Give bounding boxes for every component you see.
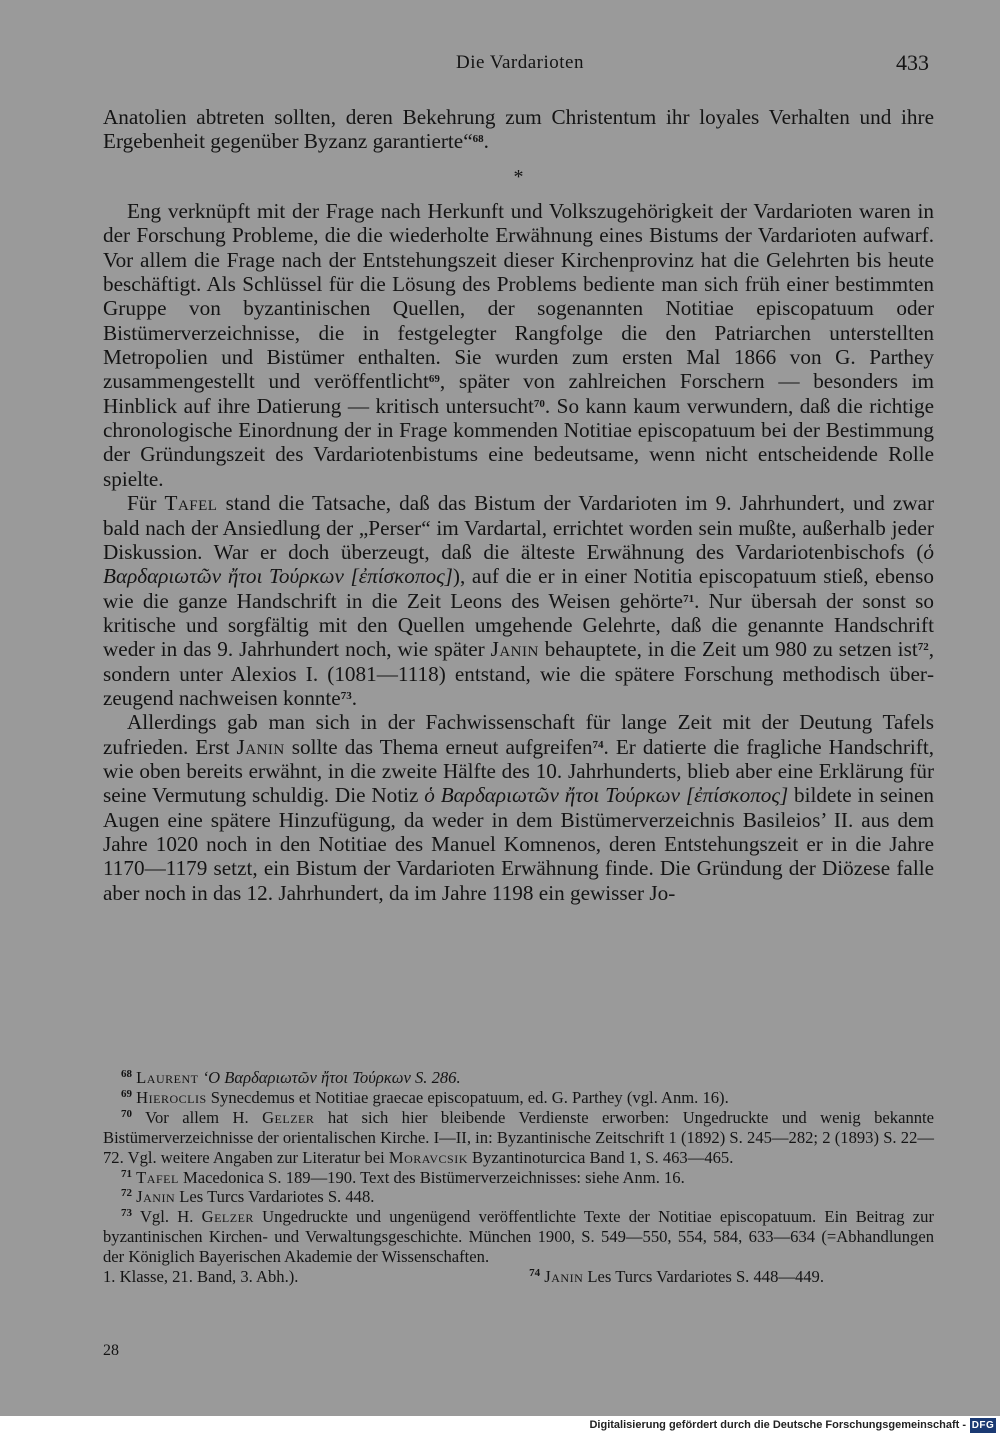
footnote-71: $^{71}$ Tafel Macedonica S. 189—190. Text des Bistümerverzeichnisses: siehe Anm. 16. <box>121 1167 685 1187</box>
footnote-ref-73: 73 <box>340 689 352 702</box>
author-name: Tafel <box>164 491 218 516</box>
digitization-footer <box>0 1416 1000 1436</box>
footnote-69: $^{69}$ Hieroclıs Synecdemus et Notitiae graecae episcopatuum, ed. G. Parthey (vgl. Anm. 16). <box>121 1087 729 1107</box>
author-name: Janin <box>490 637 539 662</box>
footnote-ref-72: 72 <box>917 641 929 654</box>
footnote-73-74-line <box>103 1267 934 1287</box>
greek-quote: ὁ Βαρδαριωτῶν ἤτοι Τούρκων [ἐπίσκοπος] <box>424 783 789 808</box>
paragraph-2: Eng verknüpft mit der Frage nach Herkunft und Volkszugehörigkeit der Vardarioten waren in der Forschung Probleme, die die wiederholte Erwähnung eines Bistums der Vardarioten aufwarf. Vor allem die Frage nach der Entstehungszeit dieser Kirchenprovinz hat die Gelehrten bis heute beschäftigt. Als Schlüssel für die Lösung des Problems bediente man sich früh einer bestimmten Gruppe von byzantinischen Quellen, der sogenannten Notitiae episcopatuum oder Bistümerverzeichnisse, die in festgelegter Rangfolge die den Patriarchen unterstellten Metropolien und Bistümer enthalten. Sie wurden zum ersten Mal 1866 von G. Parthey zusammengestellt und veröffentlicht$^{69}$, später von zahlreichen Forschern — besonders im Hinblick auf ihre Datierung — kritisch untersucht$^{70}$. So kann kaum verwundern, daß die richtige chronologische Einordnung der in Frage kommenden Notitiae episcopatuum bei der Bestimmung der Gründungszeit des Vardariotenbistums eine bedeutsame, wenn nicht entscheidende Rolle spielte. <box>103 199 934 491</box>
footnote-73-end: 1. Klasse, 21. Band, 3. Abh.). <box>103 1267 299 1287</box>
footnotes <box>103 1068 934 1287</box>
footnote-73: $^{73}$ Vgl. H. Gelzer Ungedruckte und ungenügend veröffentlichte Texte der Notitiae episcopatuum. Ein Beitrag zur byzantinischen Kirchen- und Verwaltungsgeschichte. München 1900, S. 549—550, 554, 584, 633—634 (=Abhandlungen der Königlich Bayerischen Akademie der Wissenschaften. <box>103 1207 934 1267</box>
footnote-ref-71: 71 <box>683 592 695 605</box>
footnote-ref-74: 74 <box>592 738 604 751</box>
dfg-logo-icon: DFG <box>971 1420 995 1431</box>
greek-quote: ὁ Βαρδαριωτῶν ἤτοι Τούρκων [ἐπίσκοπος] <box>103 539 934 589</box>
footnote-74: $^{74}$ Janin Les Turcs Vardariotes S. 448—449. <box>529 1267 824 1287</box>
footnote-68: $^{68}$ Laurent ‘Ο Βαρδαριωτῶν ἤτοι Τούρκων S. 286. <box>121 1068 461 1087</box>
main-text <box>103 105 934 905</box>
paragraph-1: Anatolien abtreten sollten, deren Bekehrung zum Christentum ihr loyales Verhalten und ihre Ergebenheit gegenüber Byzanz garantierte“$^{68}$. <box>103 105 934 154</box>
paragraph-3: Für Tafel stand die Tatsache, daß das Bistum der Vardarioten im 9. Jahrhundert, und zwar bald nach der Ansiedlung der „Perser“ im Vardartal, errichtet worden sein mußte, außerhalb jeder Diskussion. War er doch überzeugt, daß die älteste Erwähnung des Vardariotenbischofs (ὁ Βαρδαριωτῶν ἤτοι Τούρκων [ἐπίσκοπος]), auf die er in einer Notitia episcopatuum stieß, ebenso wie die ganze Handschrift in die Zeit Leons des Weisen gehörte$^{71}$. Nur übersah der sonst so kritische und sorgfältig mit den Quellen umgehende Gelehrte, daß die genannte Handschrift weder in das 9. Jahrhundert noch, wie später Janin behauptete, in die Zeit um 980 zu setzen ist$^{72}$, sondern unter Alexios I. (1081—1118) entstand, wie die spätere Forschung methodisch überzeugend nachweisen konnte$^{73}$. <box>103 491 935 710</box>
section-divider-asterisk: * <box>513 165 524 188</box>
funding-credit: Digitalisierung gefördert durch die Deutsche Forschungsgemeinschaft - <box>589 1419 966 1431</box>
running-title: Die Vardarioten <box>456 52 584 73</box>
footnote-70: $^{70}$ Vor allem H. Gelzer hat sich hier bleibende Verdienste erworben: Ungedruckte und wenig bekannte Bistümerverzeichnisse der orientalischen Kirche. I—II, in: Byzantinische Zeitschrift 1 (1892) S. 245—282; 2 (1893) S. 22—72. Vgl. weitere Angaben zur Literatur bei Moravcsik Byzantinoturcica Band 1, S. 463—465. <box>103 1107 935 1167</box>
footnote-ref-70: 70 <box>533 397 545 410</box>
paragraph-4: Allerdings gab man sich in der Fachwissenschaft für lange Zeit mit der Deutung Tafels zufrieden. Erst Janin sollte das Thema erneut aufgreifen$^{74}$. Er datierte die fragliche Handschrift, wie oben bereits erwähnt, in die zweite Hälfte des 10. Jahrhunderts, blieb aber eine Erklärung für seine Vermutung schuldig. Die Notiz ὁ Βαρδαριωτῶν ἤτοι Τούρκων [ἐπίσκοπος] bildete in seinen Augen eine spätere Hinzufügung, da weder in dem Bistümerverzeichnis Basileios’ II. aus dem Jahre 1020 noch in den Notitiae des Manuel Komnenos, deren Entstehungszeit er in die Jahre 1170—1179 setzt, ein Bistum der Vardarioten Erwähnung finde. Die Gründung der Diözese falle aber noch in das 12. Jahrhundert, da im Jahre 1198 ein gewisser Jo- <box>103 710 935 905</box>
page-number: 433 <box>896 50 929 75</box>
footnote-ref-69: 69 <box>428 373 440 386</box>
author-name: Janin <box>236 734 285 759</box>
footnote-72: $^{72}$ Janin Les Turcs Vardariotes S. 448. <box>121 1187 375 1207</box>
signature-mark: 28 <box>103 1342 119 1359</box>
footnote-ref-68: 68 <box>472 133 484 146</box>
